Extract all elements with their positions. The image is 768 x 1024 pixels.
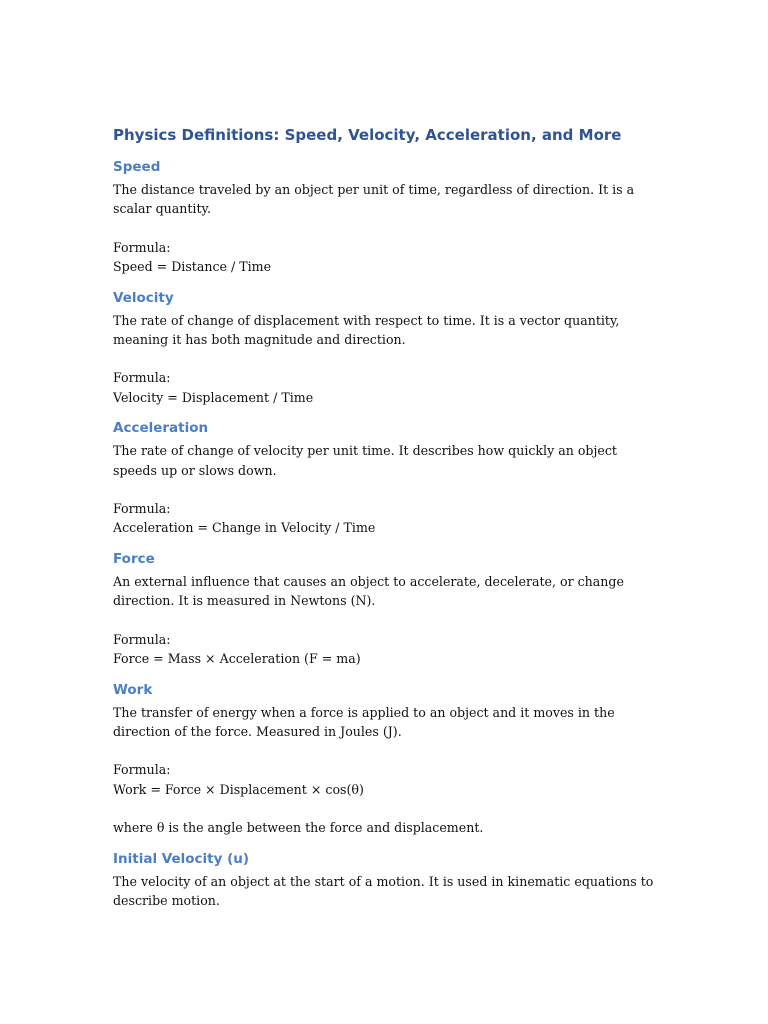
- formula-speed: Speed = Distance / Time: [113, 259, 272, 275]
- heading-acceleration: Acceleration: [113, 420, 209, 437]
- section-velocity: [113, 288, 658, 408]
- formula-acceleration: Acceleration = Change in Velocity / Time: [113, 520, 376, 536]
- formula-label-acceleration: Formula:: [113, 501, 171, 517]
- definition-velocity: The rate of change of displacement with respect to time. It is a vector quantity, meaning it has both magnitude and direction.: [113, 312, 620, 348]
- formula-label-work: Formula:: [113, 762, 171, 778]
- formula-label-speed: Formula:: [113, 239, 171, 255]
- heading-speed: Speed: [113, 159, 161, 175]
- definition-initial-velocity: The velocity of an object at the start of a motion. It is used in kinematic equations to describe motion.: [113, 873, 654, 908]
- section-initial-velocity: [113, 849, 658, 911]
- formula-label-velocity: Formula:: [113, 370, 171, 386]
- section-speed: [113, 157, 658, 277]
- section-work: [113, 680, 658, 838]
- section-acceleration: [113, 418, 658, 538]
- formula-label-force: Formula:: [113, 631, 171, 647]
- definition-force: An external influence that causes an object to accelerate, decelerate, or change direction. It is measured in Newtons (N).: [113, 573, 624, 609]
- formula-velocity: Velocity = Displacement / Time: [113, 389, 314, 405]
- heading-velocity: Velocity: [113, 289, 174, 306]
- document-page: [113, 124, 658, 910]
- section-force: [113, 549, 658, 669]
- definition-speed: The distance traveled by an object per unit of time, regardless of direction. It is a scalar quantity.: [113, 182, 635, 217]
- heading-work: Work: [113, 681, 153, 698]
- formula-force: Force = Mass × Acceleration (F = ma): [113, 651, 361, 667]
- definition-work: The transfer of energy when a force is applied to an object and it moves in the direction of the force. Measured in Joules (J).: [113, 704, 615, 739]
- heading-initial-velocity: Initial Velocity (u): [113, 850, 250, 867]
- note-work: where θ is the angle between the force and displacement.: [113, 820, 484, 836]
- formula-work: Work = Force × Displacement × cos(θ): [113, 781, 364, 797]
- heading-force: Force: [113, 550, 155, 567]
- definition-acceleration: The rate of change of velocity per unit time. It describes how quickly an object speeds up or slows down.: [113, 443, 617, 478]
- document-title: Physics Definitions: Speed, Velocity, Acceleration, and More: [113, 126, 622, 144]
